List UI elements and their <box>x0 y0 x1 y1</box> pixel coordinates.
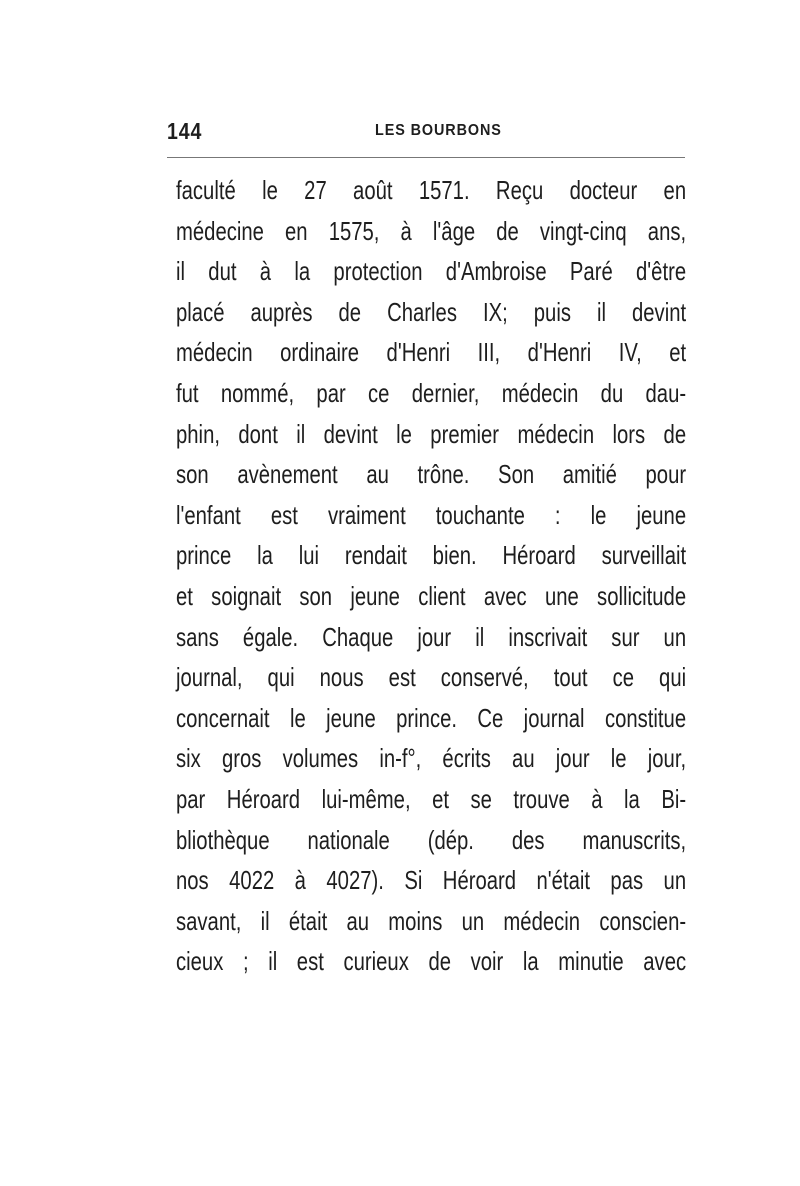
body-text <box>176 170 686 982</box>
page-number: 144 <box>167 118 203 144</box>
text-line: il dut à la protection d'Ambroise Paré d'être <box>176 256 687 287</box>
header-rule <box>167 157 685 158</box>
text-line: phin, dont il devint le premier médecin lors de <box>176 418 687 449</box>
text-line: et soignait son jeune client avec une sollicitude <box>176 580 687 611</box>
text-line: placé auprès de Charles IX; puis il devint <box>176 296 687 327</box>
text-line: médecin ordinaire d'Henri III, d'Henri IV, et <box>176 337 687 368</box>
text-line: concernait le jeune prince. Ce journal constitue <box>176 702 687 733</box>
text-line: prince la lui rendait bien. Héroard surveillait <box>176 540 687 571</box>
page-header <box>167 118 687 152</box>
text-line: son avènement au trône. Son amitié pour <box>176 459 687 490</box>
text-line: fut nommé, par ce dernier, médecin du dau- <box>176 377 687 408</box>
text-line: médecine en 1575, à l'âge de vingt-cinq ans, <box>176 215 687 246</box>
text-line: sans égale. Chaque jour il inscrivait sur un <box>176 621 687 652</box>
text-line: bliothèque nationale (dép. des manuscrits, <box>176 824 687 855</box>
text-line: six gros volumes in-f°, écrits au jour le jour, <box>176 743 687 774</box>
text-line: journal, qui nous est conservé, tout ce qui <box>176 662 687 693</box>
text-line: faculté le 27 août 1571. Reçu docteur en <box>176 175 687 205</box>
text-line: savant, il était au moins un médecin conscien- <box>176 905 687 936</box>
text-line: l'enfant est vraiment touchante : le jeune <box>176 499 687 530</box>
text-line: nos 4022 à 4027). Si Héroard n'était pas un <box>176 865 687 896</box>
text-line last-line: cieux ; il est curieux de voir la minutie avec <box>176 946 687 977</box>
running-title: LES BOURBONS <box>375 122 502 139</box>
text-line: par Héroard lui-même, et se trouve à la Bi- <box>176 783 687 814</box>
